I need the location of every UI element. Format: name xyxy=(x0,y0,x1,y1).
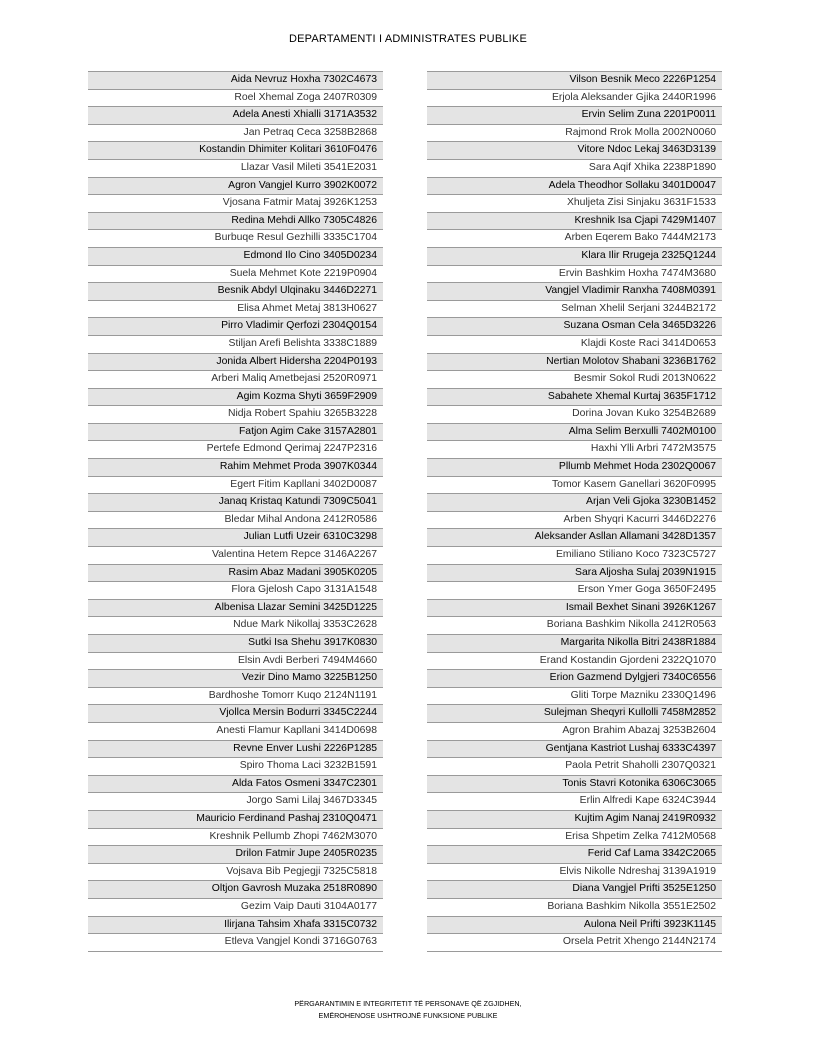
name-row: Drilon Fatmir Jupe 2405R0235 xyxy=(88,846,383,864)
name-row: Vangjel Vladimir Ranxha 7408M0391 xyxy=(427,283,722,301)
name-row: Pllumb Mehmet Hoda 2302Q0067 xyxy=(427,459,722,477)
name-row: Kostandin Dhimiter Kolitari 3610F0476 xyxy=(88,142,383,160)
name-row: Ilirjana Tahsim Xhafa 3315C0732 xyxy=(88,917,383,935)
footer-line-1: PËRGARANTIMIN E INTEGRITETIT TË PERSONAVE QË ZGJIDHEN, xyxy=(294,999,522,1008)
name-row: Ndue Mark Nikollaj 3353C2628 xyxy=(88,617,383,635)
name-row: Vitore Ndoc Lekaj 3463D3139 xyxy=(427,142,722,160)
name-row: Erion Gazmend Dylgjeri 7340C6556 xyxy=(427,670,722,688)
name-row: Emiliano Stiliano Koco 7323C5727 xyxy=(427,547,722,565)
name-row: Besnik Abdyl Ulqinaku 3446D2271 xyxy=(88,283,383,301)
name-row: Revne Enver Lushi 2226P1285 xyxy=(88,741,383,759)
name-row: Oltjon Gavrosh Muzaka 2518R0890 xyxy=(88,881,383,899)
name-row: Ervin Selim Zuna 2201P0011 xyxy=(427,107,722,125)
name-row: Bledar Mihal Andona 2412R0586 xyxy=(88,512,383,530)
name-row: Spiro Thoma Laci 3232B1591 xyxy=(88,758,383,776)
name-row: Nertian Molotov Shabani 3236B1762 xyxy=(427,354,722,372)
name-row: Klajdi Koste Raci 3414D0653 xyxy=(427,336,722,354)
name-row: Roel Xhemal Zoga 2407R0309 xyxy=(88,90,383,108)
name-row: Vilson Besnik Meco 2226P1254 xyxy=(427,72,722,90)
name-row: Albenisa Llazar Semini 3425D1225 xyxy=(88,600,383,618)
name-row: Sara Aqif Xhika 2238P1890 xyxy=(427,160,722,178)
right-name-column xyxy=(427,71,722,952)
name-row: Tonis Stavri Kotonika 6306C3065 xyxy=(427,776,722,794)
name-row: Alda Fatos Osmeni 3347C2301 xyxy=(88,776,383,794)
name-row: Jan Petraq Ceca 3258B2868 xyxy=(88,125,383,143)
name-row: Agim Kozma Shyti 3659F2909 xyxy=(88,389,383,407)
name-row: Margarita Nikolla Bitri 2438R1884 xyxy=(427,635,722,653)
name-row: Besmir Sokol Rudi 2013N0622 xyxy=(427,371,722,389)
name-row: Boriana Bashkim Nikolla 2412R0563 xyxy=(427,617,722,635)
name-row: Elsin Avdi Berberi 7494M4660 xyxy=(88,653,383,671)
name-row: Suela Mehmet Kote 2219P0904 xyxy=(88,266,383,284)
name-row: Boriana Bashkim Nikolla 3551E2502 xyxy=(427,899,722,917)
name-row: Haxhi Ylli Arbri 7472M3575 xyxy=(427,441,722,459)
name-row: Sara Aljosha Sulaj 2039N1915 xyxy=(427,565,722,583)
name-row: Tomor Kasem Ganellari 3620F0995 xyxy=(427,477,722,495)
page-footer xyxy=(0,998,816,1022)
name-row: Alma Selim Berxulli 7402M0100 xyxy=(427,424,722,442)
name-row: Vjollca Mersin Bodurri 3345C2244 xyxy=(88,705,383,723)
name-row: Ferid Caf Lama 3342C2065 xyxy=(427,846,722,864)
name-row: Rahim Mehmet Proda 3907K0344 xyxy=(88,459,383,477)
name-row: Nidja Robert Spahiu 3265B3228 xyxy=(88,406,383,424)
name-row: Valentina Hetem Repce 3146A2267 xyxy=(88,547,383,565)
name-row: Kreshnik Isa Cjapi 7429M1407 xyxy=(427,213,722,231)
name-row: Dorina Jovan Kuko 3254B2689 xyxy=(427,406,722,424)
footer-line-2: EMËROHENOSE USHTROJNË FUNKSIONE PUBLIKE xyxy=(318,1011,498,1020)
name-row: Erlin Alfredi Kape 6324C3944 xyxy=(427,793,722,811)
name-row: Kreshnik Pellumb Zhopi 7462M3070 xyxy=(88,829,383,847)
name-row: Erand Kostandin Gjordeni 2322Q1070 xyxy=(427,653,722,671)
name-row: Aida Nevruz Hoxha 7302C4673 xyxy=(88,72,383,90)
name-row: Egert Fitim Kapllani 3402D0087 xyxy=(88,477,383,495)
name-row: Erisa Shpetim Zelka 7412M0568 xyxy=(427,829,722,847)
name-row: Pertefe Edmond Qerimaj 2247P2316 xyxy=(88,441,383,459)
name-row: Orsela Petrit Xhengo 2144N2174 xyxy=(427,934,722,952)
name-row: Suzana Osman Cela 3465D3226 xyxy=(427,318,722,336)
name-row: Gliti Torpe Mazniku 2330Q1496 xyxy=(427,688,722,706)
name-row: Arben Eqerem Bako 7444M2173 xyxy=(427,230,722,248)
name-row: Kujtim Agim Nanaj 2419R0932 xyxy=(427,811,722,829)
name-row: Pirro Vladimir Qerfozi 2304Q0154 xyxy=(88,318,383,336)
name-row: Adela Anesti Xhialli 3171A3532 xyxy=(88,107,383,125)
name-row: Sutki Isa Shehu 3917K0830 xyxy=(88,635,383,653)
name-row: Ismail Bexhet Sinani 3926K1267 xyxy=(427,600,722,618)
name-row: Etleva Vangjel Kondi 3716G0763 xyxy=(88,934,383,952)
name-row: Agron Brahim Abazaj 3253B2604 xyxy=(427,723,722,741)
name-row: Xhuljeta Zisi Sinjaku 3631F1533 xyxy=(427,195,722,213)
name-row: Ervin Bashkim Hoxha 7474M3680 xyxy=(427,266,722,284)
name-row: Jonida Albert Hidersha 2204P0193 xyxy=(88,354,383,372)
name-row: Erjola Aleksander Gjika 2440R1996 xyxy=(427,90,722,108)
name-row: Gentjana Kastriot Lushaj 6333C4397 xyxy=(427,741,722,759)
name-row: Agron Vangjel Kurro 3902K0072 xyxy=(88,178,383,196)
name-row: Llazar Vasil Mileti 3541E2031 xyxy=(88,160,383,178)
name-row: Elisa Ahmet Metaj 3813H0627 xyxy=(88,301,383,319)
name-row: Arjan Veli Gjoka 3230B1452 xyxy=(427,494,722,512)
left-name-column xyxy=(88,71,383,952)
name-row: Edmond Ilo Cino 3405D0234 xyxy=(88,248,383,266)
name-row: Jorgo Sami Lilaj 3467D3345 xyxy=(88,793,383,811)
name-row: Adela Theodhor Sollaku 3401D0047 xyxy=(427,178,722,196)
name-row: Diana Vangjel Prifti 3525E1250 xyxy=(427,881,722,899)
name-row: Rajmond Rrok Molla 2002N0060 xyxy=(427,125,722,143)
name-row: Fatjon Agim Cake 3157A2801 xyxy=(88,424,383,442)
name-row: Selman Xhelil Serjani 3244B2172 xyxy=(427,301,722,319)
name-row: Bardhoshe Tomorr Kuqo 2124N1191 xyxy=(88,688,383,706)
name-row: Paola Petrit Shaholli 2307Q0321 xyxy=(427,758,722,776)
name-row: Sulejman Sheqyri Kullolli 7458M2852 xyxy=(427,705,722,723)
name-row: Arberi Maliq Ametbejasi 2520R0971 xyxy=(88,371,383,389)
name-row: Vezir Dino Mamo 3225B1250 xyxy=(88,670,383,688)
name-row: Anesti Flamur Kapllani 3414D0698 xyxy=(88,723,383,741)
name-row: Vjosana Fatmir Mataj 3926K1253 xyxy=(88,195,383,213)
name-row: Stiljan Arefi Belishta 3338C1889 xyxy=(88,336,383,354)
page-title: DEPARTAMENTI I ADMINISTRATES PUBLIKE xyxy=(288,33,528,45)
name-row: Elvis Nikolle Ndreshaj 3139A1919 xyxy=(427,864,722,882)
name-row: Flora Gjelosh Capo 3131A1548 xyxy=(88,582,383,600)
name-row: Arben Shyqri Kacurri 3446D2276 xyxy=(427,512,722,530)
name-row: Mauricio Ferdinand Pashaj 2310Q0471 xyxy=(88,811,383,829)
name-row: Vojsava Bib Pegjegji 7325C5818 xyxy=(88,864,383,882)
name-row: Erson Ymer Goga 3650F2495 xyxy=(427,582,722,600)
name-row: Sabahete Xhemal Kurtaj 3635F1712 xyxy=(427,389,722,407)
name-row: Klara Ilir Rrugeja 2325Q1244 xyxy=(427,248,722,266)
name-row: Julian Lutfi Uzeir 6310C3298 xyxy=(88,529,383,547)
name-row: Redina Mehdi Allko 7305C4826 xyxy=(88,213,383,231)
name-row: Aulona Neil Prifti 3923K1145 xyxy=(427,917,722,935)
name-row: Burbuqe Resul Gezhilli 3335C1704 xyxy=(88,230,383,248)
name-row: Rasim Abaz Madani 3905K0205 xyxy=(88,565,383,583)
name-row: Aleksander Asllan Allamani 3428D1357 xyxy=(427,529,722,547)
name-row: Janaq Kristaq Katundi 7309C5041 xyxy=(88,494,383,512)
name-row: Gezim Vaip Dauti 3104A0177 xyxy=(88,899,383,917)
